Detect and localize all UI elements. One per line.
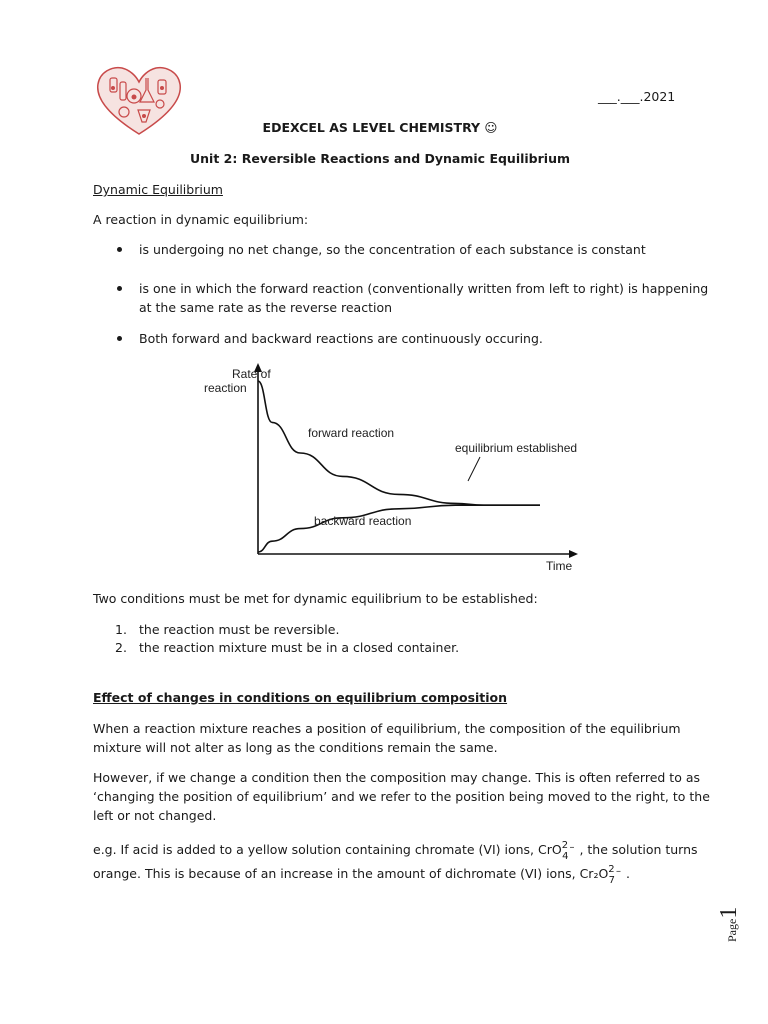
paragraph-2-line3: left or not changed. <box>93 808 217 823</box>
dichromate-charge: – <box>616 866 622 877</box>
equilibrium-annotation: equilibrium established <box>455 441 578 455</box>
condition-number-1: 1. <box>115 622 127 637</box>
example-line1 <box>93 840 698 861</box>
dichromate-superscript: 2 <box>608 864 615 875</box>
x-axis-label: Time <box>546 559 573 573</box>
section-intro: A reaction in dynamic equilibrium: <box>93 212 309 227</box>
date-line: ___.___.2021 <box>598 89 676 104</box>
chromate-charge: – <box>569 842 575 853</box>
section-heading-effect-of-changes: Effect of changes in conditions on equilibrium composition <box>93 690 508 705</box>
chromate-subscript: 4 <box>562 851 569 862</box>
bullet-item-3: Both forward and backward reactions are continuously occuring. <box>139 331 543 346</box>
page-word: Page <box>725 918 739 942</box>
condition-item-1: the reaction must be reversible. <box>139 622 340 637</box>
y-axis-label-line1: Rate of <box>232 367 271 381</box>
bullet-item-2-line1: is one in which the forward reaction (conventionally written from left to right) is happening <box>139 281 709 296</box>
paragraph-2-line1: However, if we change a condition then the composition may change. This is often referred to as <box>93 770 700 785</box>
bullet-dot <box>117 336 122 341</box>
example-line2 <box>93 864 630 885</box>
section-heading-dynamic-equilibrium: Dynamic Equilibrium <box>93 182 223 197</box>
condition-number-2: 2. <box>115 640 127 655</box>
example-line2-end: . <box>626 866 631 881</box>
example-line1-text: e.g. If acid is added to a yellow solution containing chromate (VI) ions, CrO <box>93 842 562 857</box>
paragraph-2-line2: ‘changing the position of equilibrium’ and we refer to the position being moved to the right, to the <box>93 789 710 804</box>
annotation-pointer <box>468 457 480 481</box>
bullet-dot <box>117 247 122 252</box>
document-subtitle: Unit 2: Reversible Reactions and Dynamic Equilibrium <box>190 151 570 166</box>
paragraph-1-line2: mixture will not alter as long as the conditions remain the same. <box>93 740 498 755</box>
y-axis-label-line2: reaction <box>204 381 247 395</box>
page-number <box>712 890 742 950</box>
example-line2-text: orange. This is because of an increase in the amount of dichromate (VI) ions, Cr₂O <box>93 866 609 881</box>
chromate-superscript: 2 <box>561 840 569 851</box>
backward-reaction-label: backward reaction <box>314 514 412 528</box>
document-title: EDEXCEL AS LEVEL CHEMISTRY ☺ <box>262 120 498 135</box>
dichromate-subscript: 7 <box>608 875 616 886</box>
example-line1-end: , the solution turns <box>579 842 698 857</box>
bullet-dot <box>117 286 122 291</box>
condition-item-2: the reaction mixture must be in a closed container. <box>139 640 460 655</box>
rate-chart <box>190 358 610 580</box>
x-axis-arrow <box>569 550 578 558</box>
backward-reaction-curve <box>258 505 540 552</box>
bullet-item-1: is undergoing no net change, so the concentration of each substance is constant <box>139 242 646 257</box>
paragraph-1-line1: When a reaction mixture reaches a position of equilibrium, the composition of the equilibrium <box>93 721 681 736</box>
conditions-intro: Two conditions must be met for dynamic equilibrium to be established: <box>93 591 538 606</box>
forward-reaction-label: forward reaction <box>308 426 395 440</box>
bullet-item-2-line2: at the same rate as the reverse reaction <box>139 300 393 315</box>
page-num: 1 <box>716 906 742 919</box>
